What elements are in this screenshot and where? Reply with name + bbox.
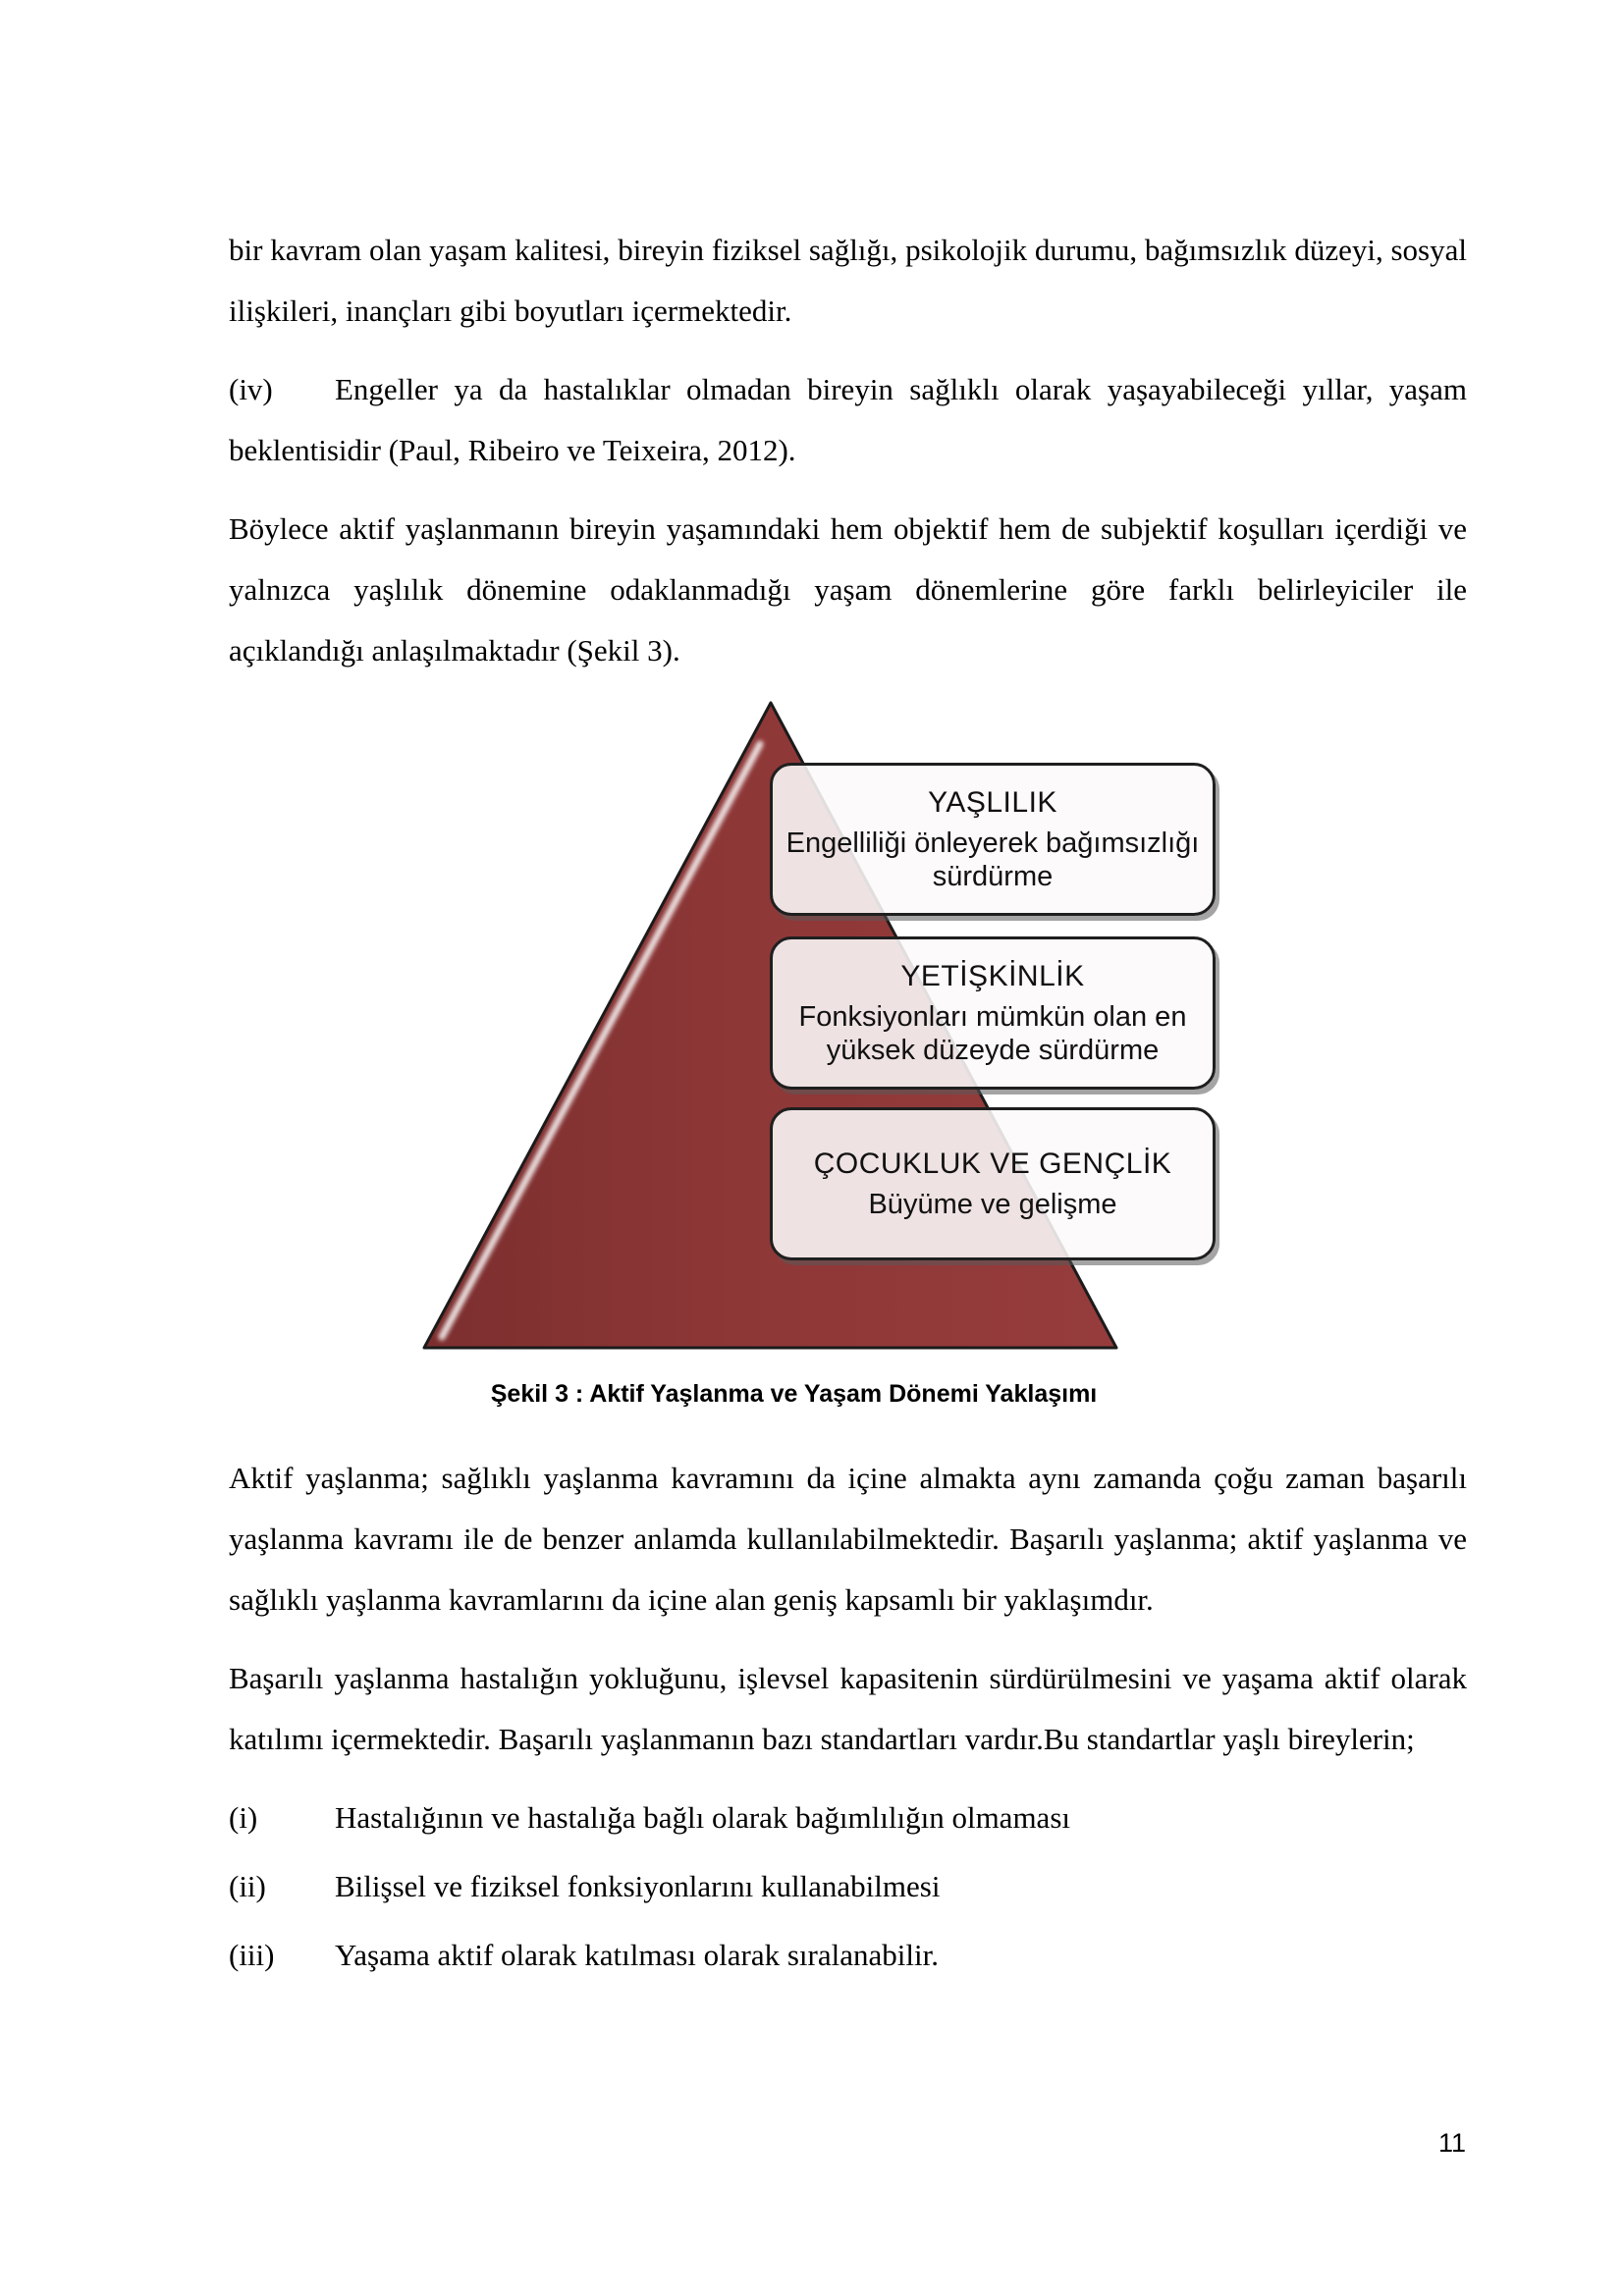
list-item-ii bbox=[229, 1856, 1467, 1917]
list-marker-iii: (iii) bbox=[229, 1938, 275, 1972]
paragraph-item-iv bbox=[229, 359, 1467, 481]
figure-caption: Şekil 3 : Aktif Yaşlanma ve Yaşam Dönemi Yaklaşımı bbox=[490, 1380, 1098, 1408]
list-item-iii-text: Yaşama aktif olarak katılması olarak sıralanabilir. bbox=[335, 1938, 939, 1972]
pyramid-level-adulthood bbox=[770, 936, 1216, 1090]
list-marker-ii: (ii) bbox=[229, 1869, 266, 1903]
list-marker-i: (i) bbox=[229, 1800, 258, 1835]
figure-sekil-3 bbox=[229, 699, 1467, 1359]
list-item-i-text: Hastalığının ve hastalığa bağlı olarak bağımlılığın olmaması bbox=[335, 1800, 1070, 1835]
pyramid-level-childhood-youth bbox=[770, 1107, 1216, 1260]
level-description: Engelliliği önleyerek bağımsızlığı sürdürme bbox=[785, 827, 1200, 892]
paragraph-successful-aging: Başarılı yaşlanma hastalığın yokluğunu, işlevsel kapasitenin sürdürülmesini ve yaşama aktif olarak katılımı içermektedir. Başarılı yaşlanmanın bazı standartları vardır.Bu standartlar yaşlı bireylerin; bbox=[229, 1661, 1467, 1756]
list-item-ii-text: Bilişsel ve fiziksel fonksiyonlarını kullanabilmesi bbox=[335, 1869, 941, 1903]
level-title: YAŞLILIK bbox=[928, 785, 1057, 819]
paragraph-item-iv-text: Engeller ya da hastalıklar olmadan bireyin sağlıklı olarak yaşayabileceği yıllar, yaşam beklentisidir (Paul, Ribeiro ve Teixeira, 2012). bbox=[229, 372, 1467, 467]
level-title: YETİŞKİNLİK bbox=[900, 959, 1085, 992]
paragraph-active-aging-intro: Böylece aktif yaşlanmanın bireyin yaşamındaki hem objektif hem de subjektif koşulları içerdiği ve yalnızca yaşlılık dönemine odaklanmadığı yaşam dönemlerine göre farklı belirleyiciler ile açıklandığı anlaşılmaktadır (Şekil 3). bbox=[229, 511, 1467, 667]
paragraph-quality-of-life: bir kavram olan yaşam kalitesi, bireyin fiziksel sağlığı, psikolojik durumu, bağımsızlık düzeyi, sosyal ilişkileri, inançları gibi boyutları içermektedir. bbox=[229, 233, 1467, 328]
list-item-iii bbox=[229, 1925, 1467, 1986]
list-item-i bbox=[229, 1788, 1467, 1848]
pyramid-level-old-age bbox=[770, 763, 1216, 916]
paragraph-active-aging-concepts: Aktif yaşlanma; sağlıklı yaşlanma kavramını da içine almakta aynı zamanda çoğu zaman başarılı yaşlanma kavramı ile de benzer anlamda kullanılabilmektedir. Başarılı yaşlanma; aktif yaşlanma ve sağlıklı yaşlanma kavramlarını da içine alan geniş kapsamlı bir yaklaşımdır. bbox=[229, 1461, 1467, 1617]
level-title: ÇOCUKLUK VE GENÇLİK bbox=[813, 1147, 1172, 1180]
page-number: 11 bbox=[1437, 2128, 1466, 2158]
list-marker-iv: (iv) bbox=[229, 372, 273, 406]
level-description: Büyüme ve gelişme bbox=[868, 1188, 1117, 1220]
level-description: Fonksiyonları mümkün olan en yüksek düzeyde sürdürme bbox=[798, 1000, 1187, 1066]
